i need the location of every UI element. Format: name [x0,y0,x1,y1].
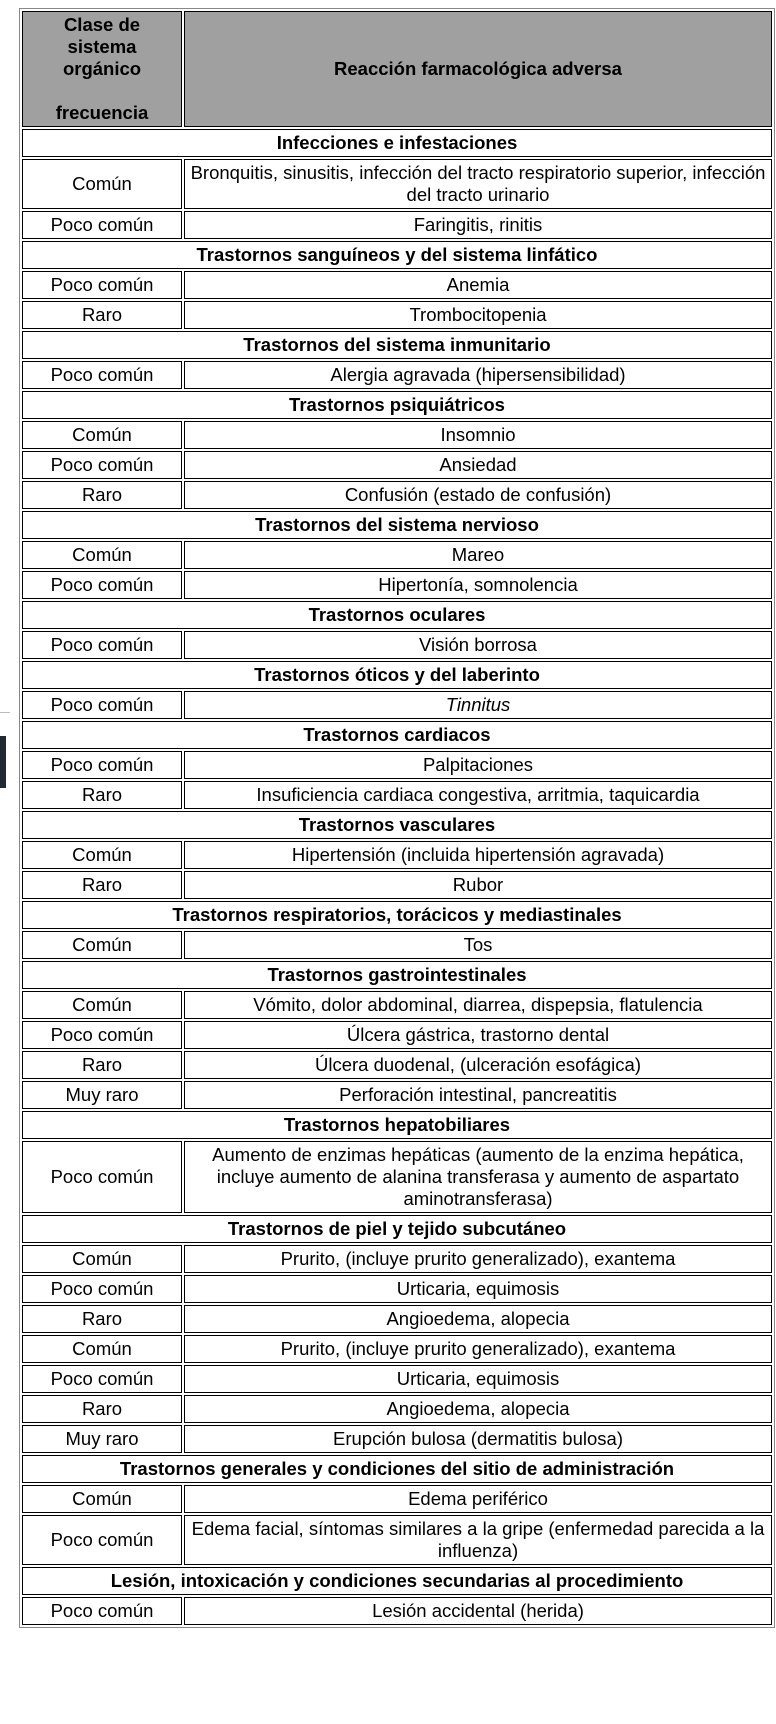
frequency-cell: Raro [22,481,182,509]
reaction-cell: Lesión accidental (herida) [184,1597,772,1625]
frequency-cell: Raro [22,1051,182,1079]
section-header-row [22,1567,772,1595]
table-row [22,691,772,719]
section-title: Trastornos cardiacos [22,721,772,749]
section-title: Trastornos del sistema nervioso [22,511,772,539]
frequency-cell: Poco común [22,631,182,659]
reaction-cell: Úlcera gástrica, trastorno dental [184,1021,772,1049]
frequency-cell: Poco común [22,451,182,479]
section-header-row [22,129,772,157]
table-row [22,991,772,1019]
reaction-cell: Insomnio [184,421,772,449]
section-header-row [22,601,772,629]
table-row [22,781,772,809]
reaction-cell: Bronquitis, sinusitis, infección del tracto respiratorio superior, infección del tracto urinario [184,159,772,209]
frequency-cell: Poco común [22,571,182,599]
frequency-cell: Común [22,421,182,449]
frequency-cell: Raro [22,1395,182,1423]
frequency-cell: Común [22,1335,182,1363]
frequency-cell: Común [22,1245,182,1273]
reaction-cell: Alergia agravada (hipersensibilidad) [184,361,772,389]
section-title: Trastornos vasculares [22,811,772,839]
header-class-line: orgánico [62,58,142,79]
section-title: Trastornos gastrointestinales [22,961,772,989]
left-edge-divider [0,712,10,713]
frequency-cell: Raro [22,301,182,329]
frequency-cell: Muy raro [22,1081,182,1109]
reaction-cell: Edema facial, síntomas similares a la gripe (enfermedad parecida a la influenza) [184,1515,772,1565]
frequency-cell: Común [22,931,182,959]
reaction-cell: Insuficiencia cardiaca congestiva, arritmia, taquicardia [184,781,772,809]
section-header-row [22,391,772,419]
section-header-row [22,811,772,839]
header-reaction: Reacción farmacológica adversa [184,11,772,127]
reaction-cell: Mareo [184,541,772,569]
reaction-cell: Angioedema, alopecia [184,1395,772,1423]
header-class-frequency [22,11,182,127]
table-header-row [22,11,772,127]
reaction-cell: Rubor [184,871,772,899]
frequency-cell: Común [22,541,182,569]
frequency-cell: Común [22,1485,182,1513]
section-header-row [22,1215,772,1243]
reaction-cell: Prurito, (incluye prurito generalizado), exantema [184,1335,772,1363]
table-row [22,1305,772,1333]
reaction-cell: Hipertonía, somnolencia [184,571,772,599]
reaction-cell: Angioedema, alopecia [184,1305,772,1333]
table-row [22,631,772,659]
table-row [22,159,772,209]
table-row [22,841,772,869]
table-row [22,1275,772,1303]
reaction-cell: Visión borrosa [184,631,772,659]
reaction-cell: Perforación intestinal, pancreatitis [184,1081,772,1109]
frequency-cell: Poco común [22,1597,182,1625]
section-title: Trastornos de piel y tejido subcutáneo [22,1215,772,1243]
section-title: Trastornos oculares [22,601,772,629]
section-title: Trastornos óticos y del laberinto [22,661,772,689]
frequency-cell: Raro [22,871,182,899]
frequency-cell: Raro [22,781,182,809]
header-class-line: Clase de [63,14,141,35]
reaction-cell: Tinnitus [184,691,772,719]
table-row [22,1051,772,1079]
table-row [22,871,772,899]
reaction-cell: Hipertensión (incluida hipertensión agravada) [184,841,772,869]
frequency-cell: Común [22,991,182,1019]
table-row [22,931,772,959]
table-row [22,1335,772,1363]
frequency-cell: Poco común [22,1515,182,1565]
section-title: Trastornos hepatobiliares [22,1111,772,1139]
frequency-cell: Poco común [22,751,182,779]
section-title: Trastornos del sistema inmunitario [22,331,772,359]
reaction-cell: Úlcera duodenal, (ulceración esofágica) [184,1051,772,1079]
header-class-line: sistema [67,36,137,57]
frequency-cell: Poco común [22,691,182,719]
section-header-row [22,901,772,929]
reaction-cell: Trombocitopenia [184,301,772,329]
table-row [22,451,772,479]
frequency-cell: Poco común [22,211,182,239]
reaction-cell: Tos [184,931,772,959]
reaction-cell: Urticaria, equimosis [184,1275,772,1303]
frequency-cell: Raro [22,1305,182,1333]
table-row [22,271,772,299]
table-row [22,1081,772,1109]
table-row [22,541,772,569]
table-row [22,1245,772,1273]
frequency-cell: Poco común [22,1275,182,1303]
reaction-cell: Edema periférico [184,1485,772,1513]
section-header-row [22,331,772,359]
section-header-row [22,511,772,539]
section-header-row [22,1455,772,1483]
section-title: Trastornos sanguíneos y del sistema linfático [22,241,772,269]
reaction-cell: Palpitaciones [184,751,772,779]
section-title: Lesión, intoxicación y condiciones secundarias al procedimiento [22,1567,772,1595]
header-frequency: frecuencia [55,102,149,123]
reaction-cell: Vómito, dolor abdominal, diarrea, dispepsia, flatulencia [184,991,772,1019]
reaction-cell: Prurito, (incluye prurito generalizado), exantema [184,1245,772,1273]
reaction-cell: Ansiedad [184,451,772,479]
table-row [22,1365,772,1393]
adverse-reactions-table [19,8,775,1628]
reaction-cell: Anemia [184,271,772,299]
table-row [22,1515,772,1565]
table-row [22,1425,772,1453]
table-row [22,301,772,329]
reaction-cell: Aumento de enzimas hepáticas (aumento de la enzima hepática, incluye aumento de alanina transferasa y aumento de aspartato aminotransferasa) [184,1141,772,1213]
table-row [22,571,772,599]
frequency-cell: Poco común [22,1021,182,1049]
frequency-cell: Poco común [22,361,182,389]
section-header-row [22,241,772,269]
left-edge-tab [0,736,6,788]
table-row [22,1141,772,1213]
table-row [22,1021,772,1049]
table-row [22,481,772,509]
frequency-cell: Muy raro [22,1425,182,1453]
section-title: Trastornos generales y condiciones del sitio de administración [22,1455,772,1483]
frequency-cell: Común [22,159,182,209]
section-header-row [22,961,772,989]
reaction-cell: Urticaria, equimosis [184,1365,772,1393]
section-title: Infecciones e infestaciones [22,129,772,157]
table-row [22,751,772,779]
frequency-cell: Poco común [22,1141,182,1213]
reaction-cell: Confusión (estado de confusión) [184,481,772,509]
reaction-cell: Faringitis, rinitis [184,211,772,239]
section-title: Trastornos psiquiátricos [22,391,772,419]
section-title: Trastornos respiratorios, torácicos y mediastinales [22,901,772,929]
section-header-row [22,661,772,689]
table-row [22,1395,772,1423]
table-row [22,1485,772,1513]
frequency-cell: Común [22,841,182,869]
section-header-row [22,721,772,749]
reaction-cell: Erupción bulosa (dermatitis bulosa) [184,1425,772,1453]
table-row [22,421,772,449]
table-row [22,361,772,389]
frequency-cell: Poco común [22,271,182,299]
table-row [22,1597,772,1625]
frequency-cell: Poco común [22,1365,182,1393]
table-row [22,211,772,239]
section-header-row [22,1111,772,1139]
